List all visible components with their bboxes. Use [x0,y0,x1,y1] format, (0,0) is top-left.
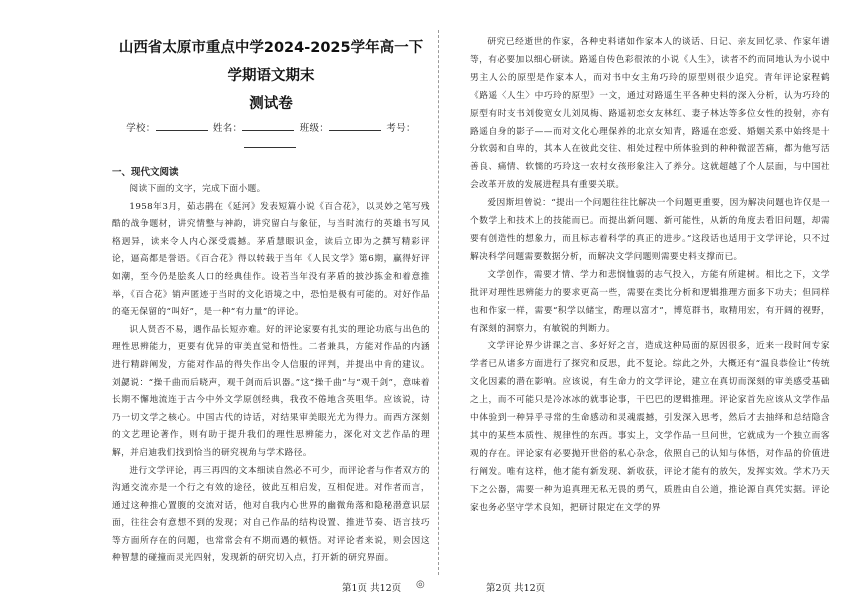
exam-no-blank[interactable] [244,137,296,148]
page-right [440,0,860,607]
document-title [112,34,430,118]
class-label: 班级： [299,123,330,134]
paragraph: 文学创作，需要才情、学力和悲悯恤弱的志气投入，方能有所建树。相比之下，文学批评对理性思辨能力的要求更高一些，需要在类比分析和逻辑推理方面多下功夫；但同样也和作家一样，需要“积学以储宝，酌理以富才”，博览群书，取精用宏，有开阔的视野，有深刻的洞察力，有敏锐的判断力。 [470,269,830,334]
student-info-line [112,120,430,154]
page-number-right: 第2页 共12页 [486,583,546,594]
paragraph: 识人贤否不易，遇作品长短亦难。好的评论家要有扎实的理论功底与出色的理性思辨能力，更要有优异的审美直觉和悟性。二者兼具，方能对作品的内涵进行精辟阐发，方能对作品的得失作出令人信服的评判，并提出中肯的建议。刘勰说：“操千曲而后晓声，观千剑而后识器。”这“操千曲”与“观千剑”，意味着长期不懈地流连于古今中外文学原创经典，我孜不倦地含英咀华。应该说，诗乃一切文学之核心。中国古代的诗话，对结果审美眼光尤为得力。而西方深刻的文艺理论著作，则有助于提升我们的理性思辨能力，深化对文艺作品的理解，并启迪我们找到恰当的研究视角与学术路径。 [112,324,430,458]
paragraph: 研究已经逝世的作家，各种史料诸如作家本人的谈话、日记、亲友回忆录、作家年谱等，有必要加以细心研读。路遥自传色彩很浓的小说《人生》，读者不约而同地认为小说中男主人公的原型是作家本人，而对书中女主角巧玲的原型则很少追究。青年评论家程鹤《路遥〈人生〉中巧玲的原型》一文，通过对路遥生平各种史料的深入分析，认为巧玲的原型有时支书刘俊宽女儿刘凤梅、路遥初恋女友林红、妻子林达等多位女性的投射，亦有路遥自身的影子——而对文化心理保养的北京女知青，路遥在恋爱、婚姻关系中始终是十分软弱和自卑的，其本人在彼此交往、相处过程中所体验到的种种微涩苦痛，都为他写活善良、痛情、软懦的巧玲这一农村女孩形象注入了养分。这就超越了个人层面，与中国社会改革开放的发展进程具有重要关联。 [470,37,830,191]
paragraph: 文学评论界少讲课之言、多好好之言，造成这种局面的原因很多，近来一段时间专家学者已从诸多方面进行了探究和反思，此不复论。综此之外，大概还有“温良恭俭让”传统文化因素的潜在影响。应该说，有生命力的文学评论，建立在真切而深刻的审美感受基础之上，而不可能只是冷冰冰的就事论事，干巴巴的逻辑推理。评论家首先应该从文学作品中体验到一种异乎寻常的生命感动和灵魂震撼，引发深入思考，然后才去抽绎和总结隐含其中的某些本质性、规律性的东西。事实上，文学作品一旦问世，它就成为一个独立而客观的存在。评论家有必要抛开世俗的私心杂念，依照自己的认知与体悟，对作品的价值进行阐发。唯有这样，他才能有新发现、新收获，评论才能有的放矢，发挥实效。学术乃天下之公器，需要一种为追真理无私无畏的勇气，质胜由自公道，推论源自真凭实据。评论家也务必坚守学术良知，把研讨限定在文学的界 [470,341,830,513]
paragraph: 1958年3月，茹志鹃在《延河》发表短篇小说《百合花》，以灵妙之笔写残酷的战争题材，讲究情整与神韵，讲究留白与象征，与当时流行的英雄书写风格迥异，读来令人内心深受震撼。茅盾慧眼识金，读后立即为之撰写精彩评论，逼高都是誉语。《百合花》得以转载于当年《人民文学》第6期，赢得好评如潮，至今仍是脍炙人口的经典佳作。设若当年没有茅盾的披沙拣金和着意推举，《百合花》销声匿迹于当时的文化语境之中，恐怕是极有可能的。对好作品的毫无保留的“叫好”，是一种“有力量”的评论。 [112,201,430,318]
school-blank[interactable] [156,120,208,131]
page-divider [438,30,439,575]
paragraph: 阅读下面的文字，完成下面小题。 [129,184,266,194]
title-line-1: 山西省太原市重点中学2024-2025学年高一下学期语文期末 [118,40,424,84]
section-title: 一、现代文阅读 [112,167,179,178]
class-blank[interactable] [329,120,381,131]
exam-no-label: 考号： [386,123,416,134]
name-blank[interactable] [242,120,294,131]
paragraph: 爱因斯坦曾说：“提出一个问题往往比解决一个问题更重要，因为解决问题也许仅是一个数学上和技术上的技能而已。而提出新问题、新可能性，从新的角度去看旧问题，却需要有创造性的想象力，而且标志着科学的真正的进步。”这段话也适用于文学评论，只不过解决科学问题需要数据分析，而解决文学问题则需要史料支撑而已。 [470,198,830,262]
paragraph: 进行文学评论，再三再四的文本细读自然必不可少，而评论者与作者双方的沟通交流亦是一个行之有效的途径，彼此互相启发，互相促进。对作者而言，通过这种推心置腹的交流对话，他对自我内心世界的幽微角落和隐秘潜意识层面，往往会有意想不到的发现；对自己作品的结构设置、推进节奏、语言技巧等方面所存在的问题，也常常会有不期而遇的顿悟。对评论者来说，则会因这种智慧的碰撞而灵光四射，发现新的研究切入点，打开新的研究界面。 [112,465,430,564]
title-line-2: 测试卷 [249,96,293,112]
name-label: 姓名： [212,123,243,134]
page-number-left: 第1页 共12页 [342,583,402,594]
school-label: 学校： [126,123,156,134]
binding-mark-icon: ◎ [416,579,425,590]
